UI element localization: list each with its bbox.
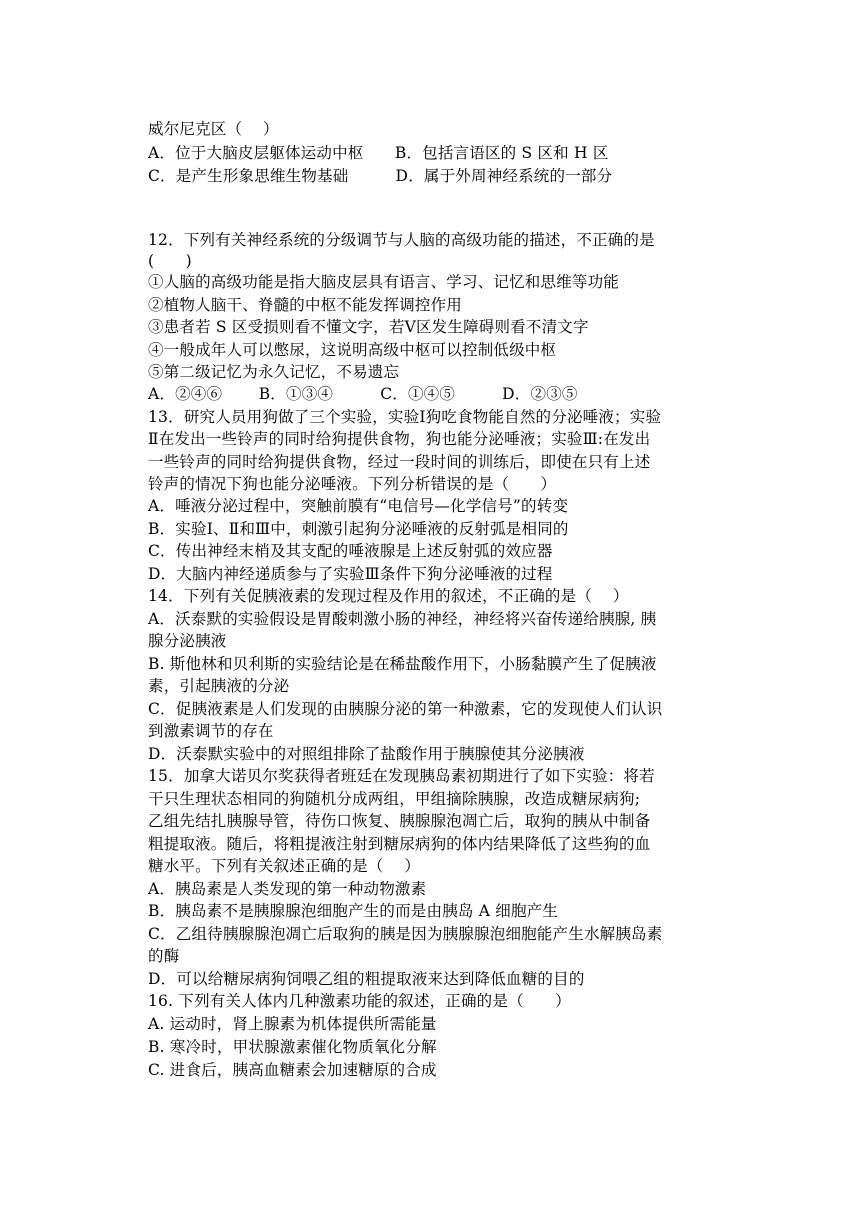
text-line: 一些铃声的同时给狗提供食物，经过一段时间的训练后，即使在只有上述 bbox=[148, 453, 651, 471]
text-line: D．沃泰默实验中的对照组排除了盐酸作用于胰腺使其分泌胰液 bbox=[148, 745, 585, 763]
text-line: 威尔尼克区（ ） bbox=[148, 120, 279, 138]
text-line: A．沃泰默的实验假设是胃酸刺激小肠的神经，神经将兴奋传递给胰腺, 胰 bbox=[148, 610, 657, 628]
question-14-stem: 14．下列有关促胰液素的发现过程及作用的叙述，不正确的是（ ） bbox=[148, 587, 629, 605]
text-line: A．胰岛素是人类发现的第一种动物激素 bbox=[148, 880, 427, 898]
text-line: A．②④⑥ B．①③④ C．①④⑤ D．②③⑤ bbox=[148, 385, 578, 403]
text-line: C. 进食后，胰高血糖素会加速糖原的合成 bbox=[148, 1061, 437, 1079]
text-line: ( ) bbox=[148, 252, 192, 270]
text-line: 到激素调节的存在 bbox=[148, 722, 274, 740]
text-line: 粗提取液。随后，将粗提液注射到糖尿病狗的体内结果降低了这些狗的血 bbox=[148, 835, 651, 853]
text-line: A. 运动时，肾上腺素为机体提供所需能量 bbox=[148, 1015, 437, 1033]
question-12-stem: 12．下列有关神经系统的分级调节与人脑的高级功能的描述，不正确的是 bbox=[148, 231, 655, 249]
question-13-stem: 13．研究人员用狗做了三个实验，实验Ⅰ狗吃食物能自然的分泌唾液；实验 bbox=[148, 408, 662, 426]
text-line: 腺分泌胰液 bbox=[148, 632, 227, 650]
text-line: C．是产生形象思维生物基础 D．属于外周神经系统的一部分 bbox=[148, 167, 613, 185]
text-line: B．胰岛素不是胰腺腺泡细胞产生的而是由胰岛 A 细胞产生 bbox=[148, 902, 559, 920]
text-line: ①人脑的高级功能是指大脑皮层具有语言、学习、记忆和思维等功能 bbox=[148, 273, 620, 291]
text-line: 铃声的情况下狗也能分泌唾液。下列分析错误的是（ ） bbox=[148, 475, 557, 493]
text-line: ②植物人脑干、脊髓的中枢不能发挥调控作用 bbox=[148, 296, 463, 314]
text-line: ④一般成年人可以憋尿，这说明高级中枢可以控制低级中枢 bbox=[148, 341, 557, 359]
text-line: 的酶 bbox=[148, 947, 180, 965]
text-line: 糖水平。下列有关叙述正确的是（ ） bbox=[148, 857, 421, 875]
question-15-stem: 15．加拿大诺贝尔奖获得者班廷在发现胰岛素初期进行了如下实验：将若 bbox=[148, 767, 655, 785]
text-line: ③患者若 S 区受损则看不懂文字，若V区发生障碍则看不清文字 bbox=[148, 318, 589, 336]
text-line: C．乙组待胰腺腺泡凋亡后取狗的胰是因为胰腺腺泡细胞能产生水解胰岛素 bbox=[148, 925, 663, 943]
text-line: D．大脑内神经递质参与了实验Ⅲ条件下狗分泌唾液的过程 bbox=[148, 565, 553, 583]
text-line: Ⅱ在发出一些铃声的同时给狗提供食物，狗也能分泌唾液；实验Ⅲ:在发出 bbox=[148, 430, 651, 448]
text-line: 素，引起胰液的分泌 bbox=[148, 677, 290, 695]
text-line: 干只生理状态相同的狗随机分成两组，甲组摘除胰腺，改造成糖尿病狗; bbox=[148, 790, 641, 808]
text-line: A．唾液分泌过程中，突触前膜有“电信号—化学信号”的转变 bbox=[148, 497, 569, 515]
text-line: B. 寒冷时，甲状腺激素催化物质氧化分解 bbox=[148, 1038, 437, 1056]
text-line: C．传出神经末梢及其支配的唾液腺是上述反射弧的效应器 bbox=[148, 542, 553, 560]
text-line: C．促胰液素是人们发现的由胰腺分泌的第一种激素，它的发现使人们认识 bbox=[148, 700, 663, 718]
text-line: D．可以给糖尿病狗饲喂乙组的粗提取液来达到降低血糖的目的 bbox=[148, 970, 585, 988]
text-line: B．实验Ⅰ、Ⅱ和Ⅲ中，刺激引起狗分泌唾液的反射弧是相同的 bbox=[148, 520, 569, 538]
text-line: B. 斯他林和贝利斯的实验结论是在稀盐酸作用下，小肠黏膜产生了促胰液 bbox=[148, 655, 657, 673]
text-line: A．位于大脑皮层躯体运动中枢 B．包括言语区的 S 区和 H 区 bbox=[148, 144, 609, 162]
question-16-stem: 16. 下列有关人体内几种激素功能的叙述，正确的是（ ） bbox=[148, 992, 571, 1010]
text-line: 乙组先结扎胰腺导管，待伤口恢复、胰腺腺泡凋亡后，取狗的胰从中制备 bbox=[148, 812, 651, 830]
text-line: ⑤第二级记忆为永久记忆，不易遗忘 bbox=[148, 363, 400, 381]
